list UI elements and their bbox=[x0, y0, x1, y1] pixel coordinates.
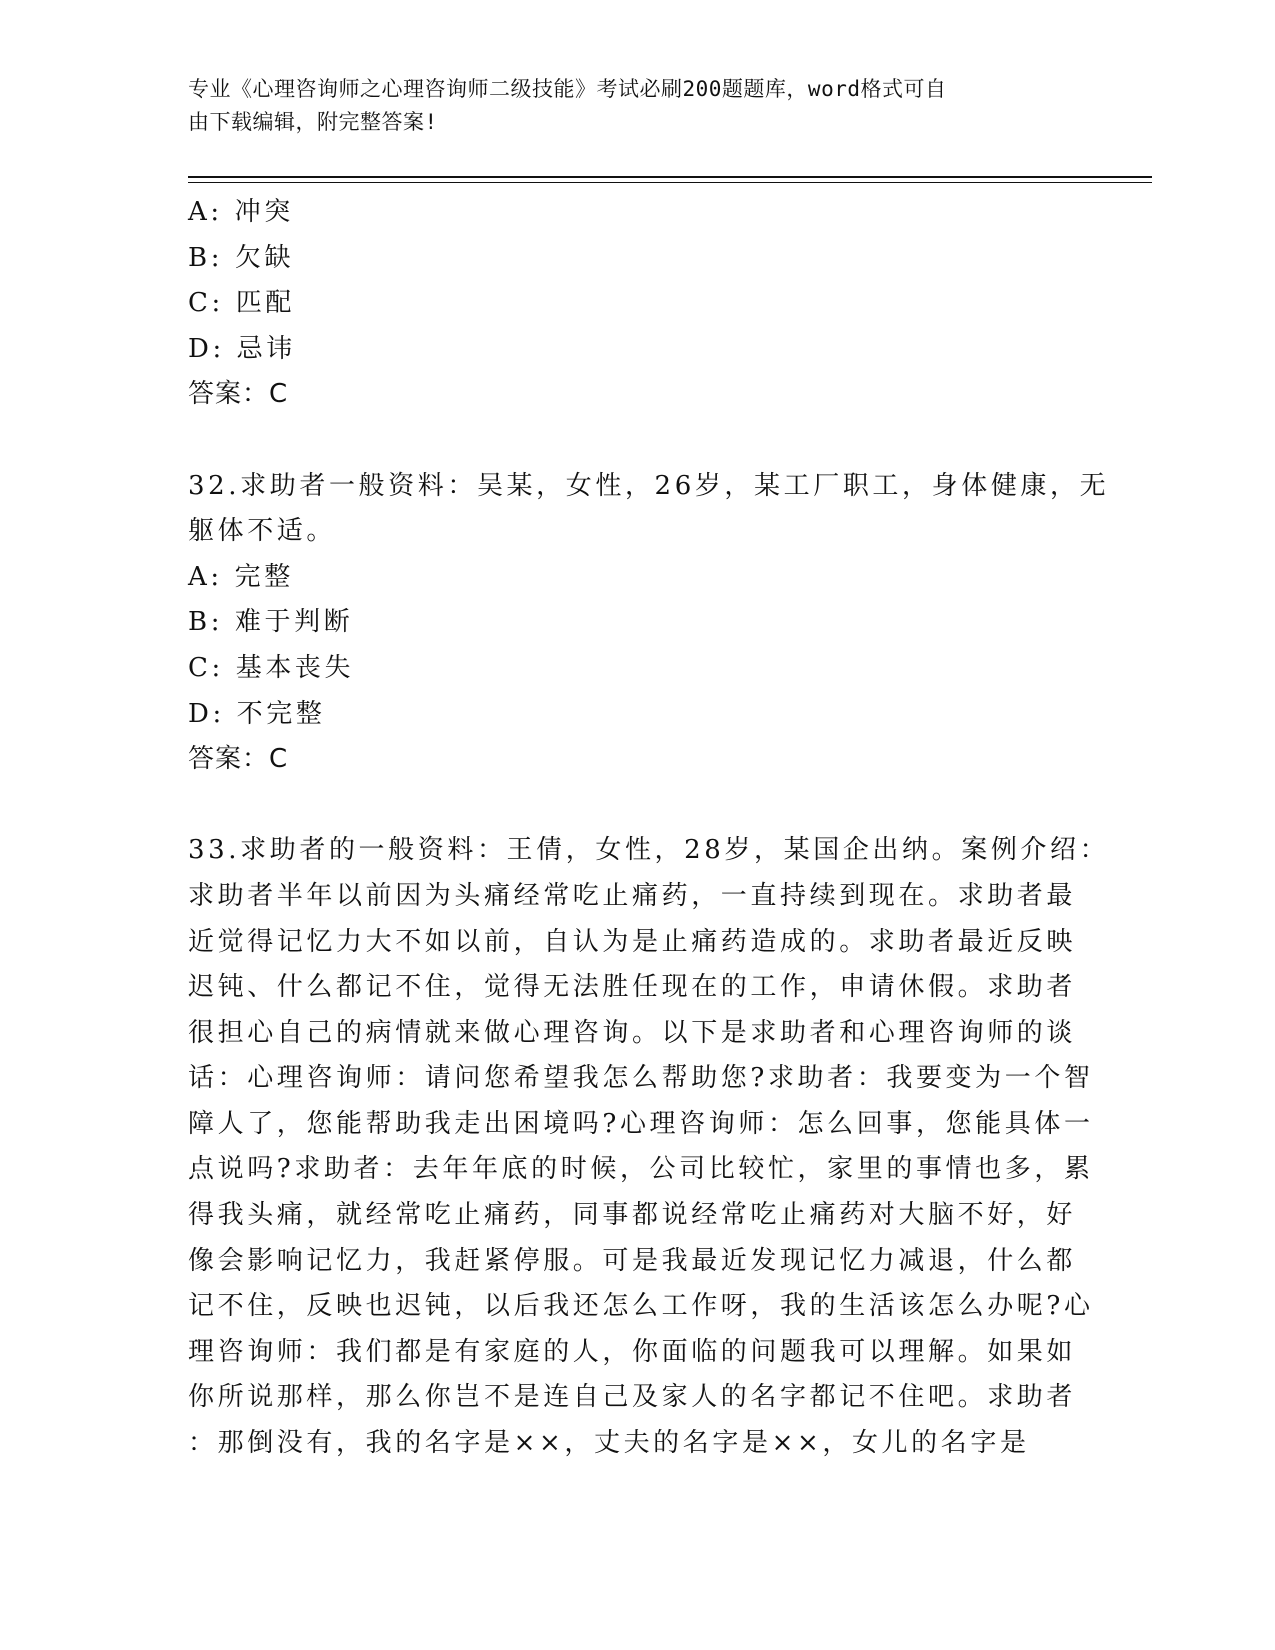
question-text-line: 求助者半年以前因为头痛经常吃止痛药，一直持续到现在。求助者最 bbox=[188, 880, 1077, 911]
question-text-line: 32.求助者一般资料：吴某，女性，26岁，某工厂职工，身体健康，无 bbox=[188, 470, 1110, 501]
question-text-line: 障人了，您能帮助我走出困境吗?心理咨询师：怎么回事，您能具体一 bbox=[188, 1108, 1094, 1139]
question-text-line: 很担心自己的病情就来做心理咨询。以下是求助者和心理咨询师的谈 bbox=[188, 1017, 1077, 1048]
question-text-line: 点说吗?求助者：去年年底的时候，公司比较忙，家里的事情也多，累 bbox=[188, 1154, 1094, 1185]
option-d: D: 不完整 bbox=[188, 698, 326, 729]
option-c: C: 基本丧失 bbox=[188, 652, 355, 683]
option-c: C: 匹配 bbox=[188, 288, 295, 319]
option-d: D: 忌讳 bbox=[188, 333, 296, 364]
spacer bbox=[188, 418, 1088, 464]
question-text-line: 得我头痛，就经常吃止痛药，同事都说经常吃止痛药对大脑不好，好 bbox=[188, 1200, 1077, 1231]
question-text-line: ：那倒没有，我的名字是××，丈夫的名字是××，女儿的名字是 bbox=[188, 1428, 1030, 1459]
header-rule-thin bbox=[188, 182, 1152, 183]
question-text-line: 记不住，反映也迟钝，以后我还怎么工作呀，我的生活该怎么办呢?心 bbox=[188, 1291, 1094, 1322]
answer: 答案：C bbox=[188, 744, 289, 775]
header-line-2: 由下载编辑，附完整答案! bbox=[188, 110, 438, 134]
question-31-options bbox=[188, 190, 1088, 418]
question-text-line: 理咨询师：我们都是有家庭的人，你面临的问题我可以理解。如果如 bbox=[188, 1336, 1077, 1367]
answer: 答案：C bbox=[188, 379, 289, 410]
header-rule-thick bbox=[188, 176, 1152, 178]
header-line-1: 专业《心理咨询师之心理咨询师二级技能》考试必刷200题题库，word格式可自 bbox=[188, 77, 947, 101]
option-b: B: 难于判断 bbox=[188, 607, 354, 638]
question-33 bbox=[188, 828, 1110, 1466]
question-32 bbox=[188, 464, 1110, 783]
document-header bbox=[188, 73, 1068, 139]
question-text-line: 躯体不适。 bbox=[188, 516, 337, 547]
option-a: A: 冲突 bbox=[188, 197, 294, 227]
document-body bbox=[188, 190, 1110, 1467]
option-b: B: 欠缺 bbox=[188, 242, 295, 273]
question-text-line: 话：心理咨询师：请问您希望我怎么帮助您?求助者：我要变为一个智 bbox=[188, 1063, 1094, 1094]
question-text-line: 33.求助者的一般资料：王倩，女性，28岁，某国企出纳。案例介绍： bbox=[188, 835, 1110, 866]
option-a: A: 完整 bbox=[188, 561, 294, 592]
question-text-line: 你所说那样，那么你岂不是连自己及家人的名字都记不住吧。求助者 bbox=[188, 1382, 1077, 1413]
question-text-line: 近觉得记忆力大不如以前，自认为是止痛药造成的。求助者最近反映 bbox=[188, 926, 1077, 957]
spacer bbox=[188, 783, 1088, 829]
question-text-line: 像会影响记忆力，我赶紧停服。可是我最近发现记忆力减退，什么都 bbox=[188, 1245, 1077, 1276]
question-text-line: 迟钝、什么都记不住，觉得无法胜任现在的工作，申请休假。求助者 bbox=[188, 972, 1077, 1003]
